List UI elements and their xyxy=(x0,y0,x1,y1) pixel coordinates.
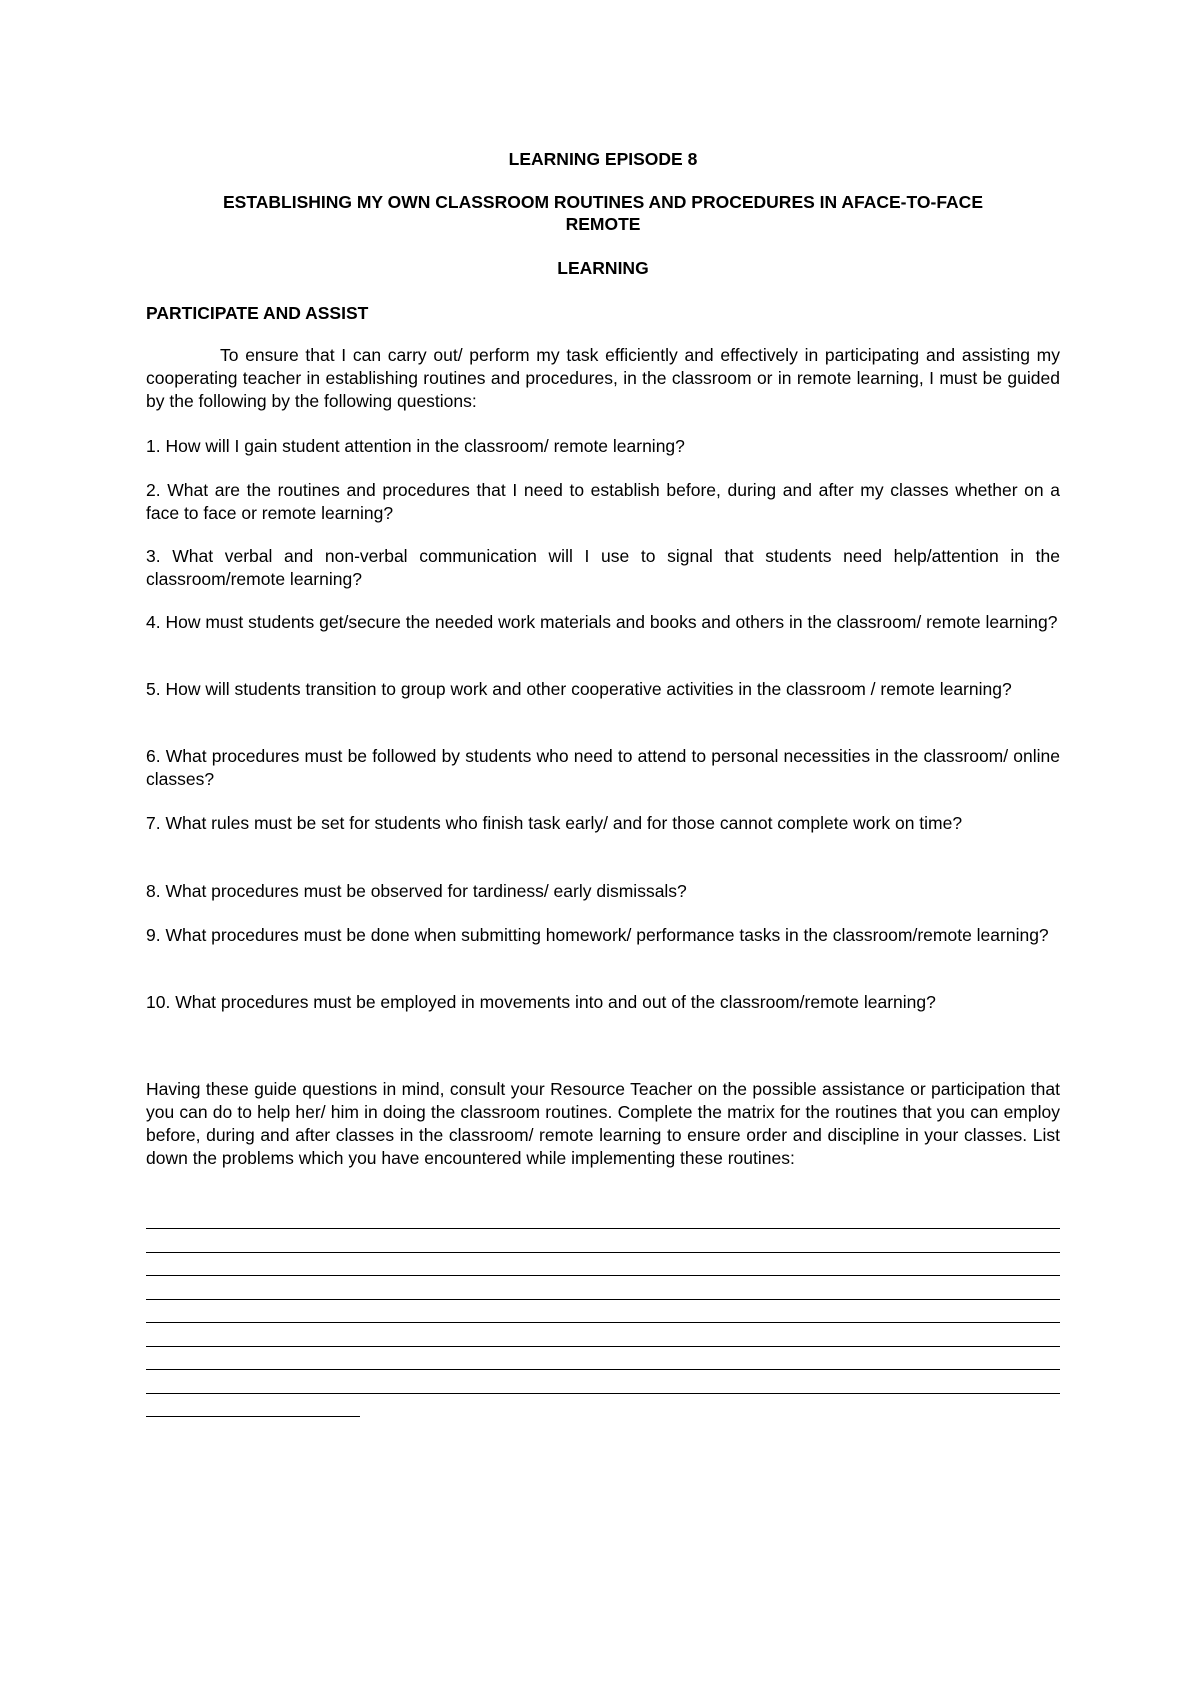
answer-line[interactable] xyxy=(146,1346,1060,1347)
question-7: 7. What rules must be set for students who finish task early/ and for those cannot complete work on time? xyxy=(146,813,963,833)
question-10: 10. What procedures must be employed in movements into and out of the classroom/remote learning? xyxy=(146,992,936,1012)
instructions-paragraph: Having these guide questions in mind, consult your Resource Teacher on the possible assistance or participation that you can do to help her/ him in doing the classroom routines. Complete the matrix for the routines that you can employ before, during and after classes in the classroom/ remote learning to ensure order and discipline in your classes. List down the problems which you have encountered while implementing these routines: xyxy=(146,1079,1060,1168)
answer-line[interactable] xyxy=(146,1299,1060,1300)
question-5: 5. How will students transition to group work and other cooperative activities in the classroom / remote learning? xyxy=(146,679,1012,699)
answer-line-short[interactable] xyxy=(146,1416,360,1417)
question-3: 3. What verbal and non-verbal communication will I use to signal that students need help/attention in the classroom/remote learning? xyxy=(146,546,1060,589)
question-6: 6. What procedures must be followed by students who need to attend to personal necessities in the classroom/ online classes? xyxy=(146,746,1060,789)
answer-line[interactable] xyxy=(146,1322,1060,1323)
section-heading: PARTICIPATE AND ASSIST xyxy=(146,303,369,323)
question-8: 8. What procedures must be observed for tardiness/ early dismissals? xyxy=(146,881,687,901)
answer-line[interactable] xyxy=(146,1252,1060,1253)
question-2: 2. What are the routines and procedures that I need to establish before, during and after my classes whether on a face to face or remote learning? xyxy=(146,480,1060,523)
intro-paragraph: To ensure that I can carry out/ perform my task efficiently and effectively in participating and assisting my cooperating teacher in establishing routines and procedures, in the classroom or in remote learning, I must be guided by the following by the following questions: xyxy=(146,345,1060,411)
question-1: 1. How will I gain student attention in the classroom/ remote learning? xyxy=(146,436,685,456)
answer-line[interactable] xyxy=(146,1369,1060,1370)
answer-line[interactable] xyxy=(146,1228,1060,1229)
answer-line[interactable] xyxy=(146,1393,1060,1394)
answer-line[interactable] xyxy=(146,1275,1060,1276)
question-9: 9. What procedures must be done when submitting homework/ performance tasks in the classroom/remote learning? xyxy=(146,925,1049,945)
subtitle-line-3: LEARNING xyxy=(557,258,649,278)
document-page xyxy=(146,0,1060,1698)
question-4: 4. How must students get/secure the needed work materials and books and others in the classroom/ remote learning? xyxy=(146,612,1058,632)
subtitle-line-2: REMOTE xyxy=(565,214,641,234)
episode-title: LEARNING EPISODE 8 xyxy=(508,149,698,169)
subtitle-line-1: ESTABLISHING MY OWN CLASSROOM ROUTINES AND PROCEDURES IN AFACE-TO-FACE xyxy=(223,192,983,212)
